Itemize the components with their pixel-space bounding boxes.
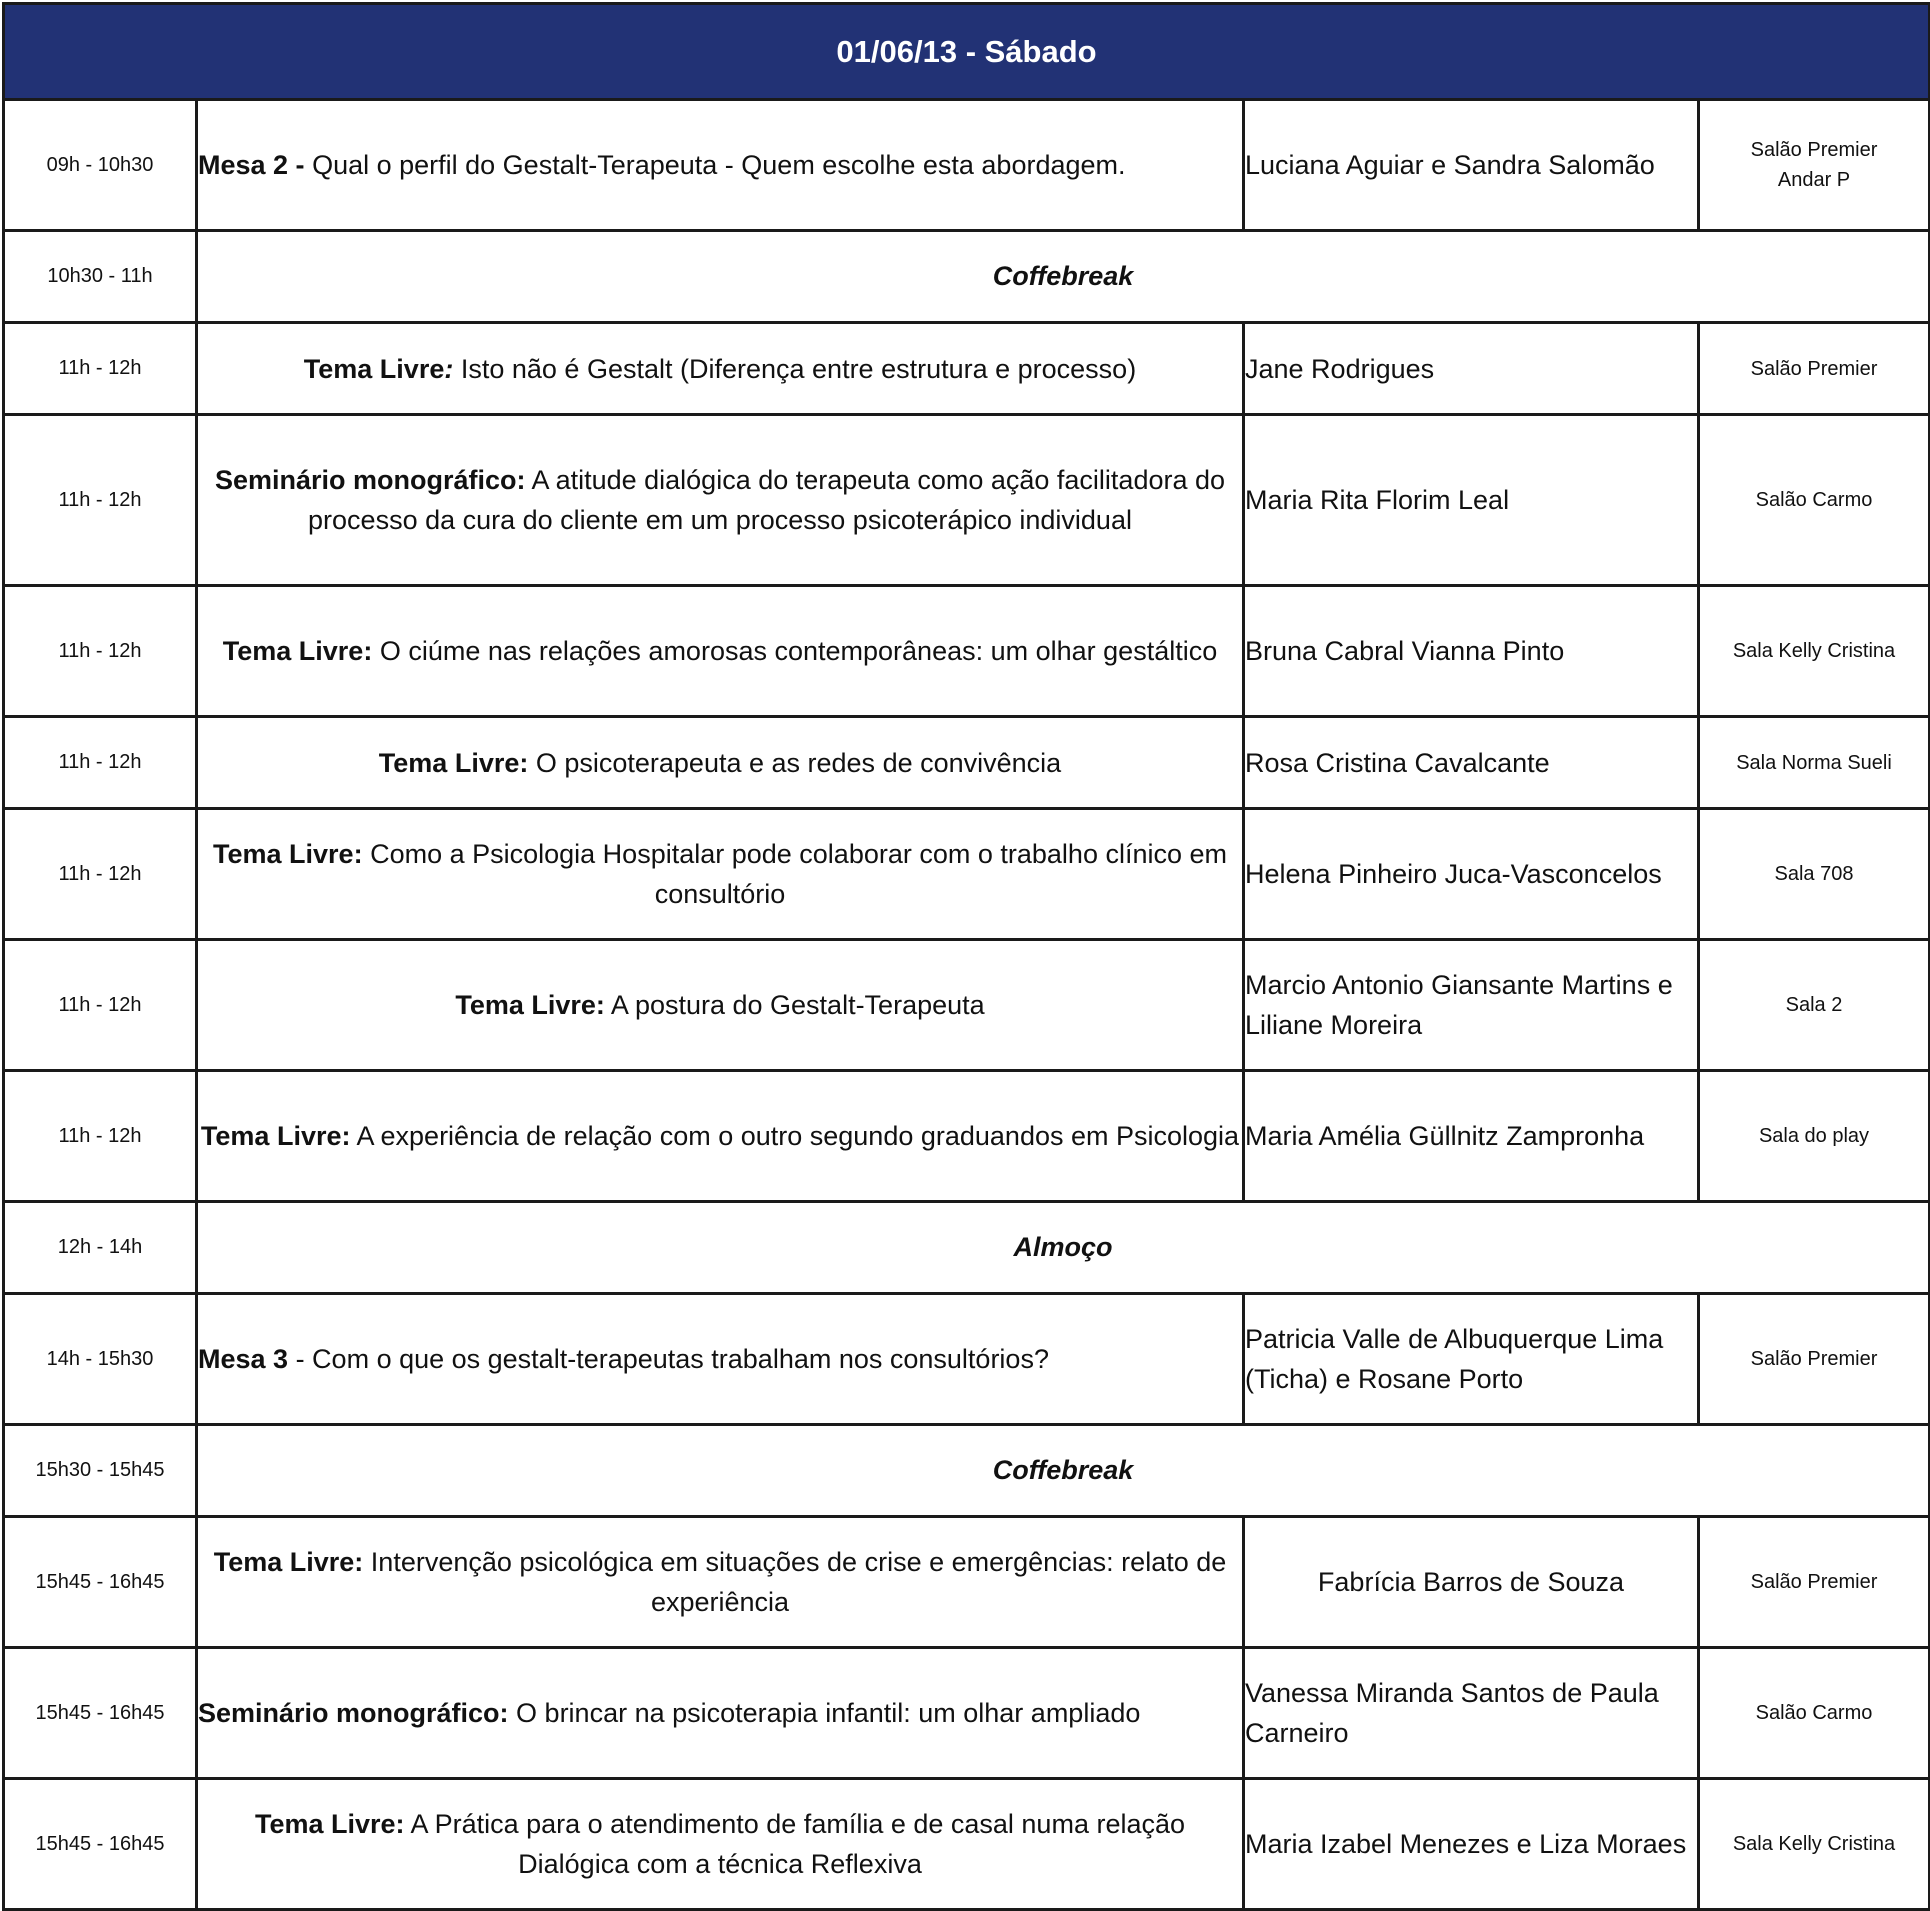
day-title: 01/06/13 - Sábado — [4, 4, 1930, 100]
room: Sala Kelly Cristina — [1699, 1779, 1930, 1910]
session-type: Mesa 3 — [198, 1344, 289, 1374]
table-row — [4, 717, 1930, 809]
session-title: O ciúme nas relações amorosas contemporâneas: um olhar gestáltico — [372, 636, 1218, 666]
time-slot: 15h45 - 16h45 — [4, 1517, 197, 1648]
session-topic — [197, 717, 1244, 809]
session-type: Tema Livre: — [378, 747, 529, 778]
session-title: Como a Psicologia Hospitalar pode colaborar com o trabalho clínico em consultório — [362, 839, 1227, 909]
time-slot: 10h30 - 11h — [4, 231, 197, 323]
speaker: Bruna Cabral Vianna Pinto — [1244, 586, 1699, 717]
speaker: Fabrícia Barros de Souza — [1244, 1517, 1699, 1648]
table-row — [4, 415, 1930, 586]
room: Sala do play — [1699, 1071, 1930, 1202]
time-slot: 15h45 - 16h45 — [4, 1648, 197, 1779]
session-type: Tema Livre — [303, 353, 445, 384]
room-name: Salão Premier — [1750, 139, 1878, 161]
time-slot: 11h - 12h — [4, 586, 197, 717]
session-topic — [197, 1294, 1244, 1425]
room: Salão Carmo — [1699, 1648, 1930, 1779]
break-row — [4, 231, 1930, 323]
room-floor: Andar P — [1777, 169, 1851, 191]
speaker: Helena Pinheiro Juca-Vasconcelos — [1244, 809, 1699, 940]
session-type: Seminário monográfico: — [214, 465, 526, 495]
break-label: Coffebreak — [197, 1425, 1930, 1517]
table-row — [4, 940, 1930, 1071]
break-row — [4, 1202, 1930, 1294]
speaker: Maria Rita Florim Leal — [1244, 415, 1699, 586]
time-slot: 09h - 10h30 — [4, 100, 197, 231]
speaker: Patricia Valle de Albuquerque Lima (Ticha) e Rosane Porto — [1244, 1294, 1699, 1425]
room: Salão Premier — [1699, 1294, 1930, 1425]
table-row — [4, 586, 1930, 717]
session-title: Intervenção psicológica em situações de crise e emergências: relato de experiência — [363, 1547, 1227, 1617]
time-slot: 14h - 15h30 — [4, 1294, 197, 1425]
session-type: Tema Livre: — [213, 1547, 364, 1577]
time-slot: 12h - 14h — [4, 1202, 197, 1294]
room: Sala 708 — [1699, 809, 1930, 940]
speaker: Marcio Antonio Giansante Martins e Liliane Moreira — [1244, 940, 1699, 1071]
session-topic — [197, 1648, 1244, 1779]
table-row — [4, 809, 1930, 940]
room: Salão Premier — [1699, 1517, 1930, 1648]
room: Salão Premier — [1699, 323, 1930, 415]
header-row — [4, 4, 1930, 100]
session-title: - Com o que os gestalt-terapeutas trabalham nos consultórios? — [288, 1344, 1049, 1374]
room — [1699, 100, 1930, 231]
session-topic — [197, 1517, 1244, 1648]
session-title: O brincar na psicoterapia infantil: um olhar ampliado — [508, 1698, 1141, 1728]
break-label: Almoço — [197, 1202, 1930, 1294]
time-slot: 11h - 12h — [4, 323, 197, 415]
speaker: Jane Rodrigues — [1244, 323, 1699, 415]
break-label: Coffebreak — [197, 231, 1930, 323]
session-title: A experiência de relação com o outro segundo graduandos em Psicologia — [350, 1121, 1240, 1151]
speaker: Maria Amélia Güllnitz Zampronha — [1244, 1071, 1699, 1202]
session-title: Isto não é Gestalt (Diferença entre estrutura e processo) — [453, 353, 1137, 384]
table-row — [4, 1294, 1930, 1425]
session-topic — [197, 1071, 1244, 1202]
room: Sala Kelly Cristina — [1699, 586, 1930, 717]
time-slot: 11h - 12h — [4, 415, 197, 586]
table-row — [4, 1071, 1930, 1202]
schedule-table — [2, 2, 1930, 1911]
session-topic — [197, 586, 1244, 717]
session-type: Tema Livre: — [200, 1121, 351, 1151]
time-slot: 15h30 - 15h45 — [4, 1425, 197, 1517]
session-type: Tema Livre: — [455, 990, 605, 1020]
session-title: Qual o perfil do Gestalt-Terapeuta - Quem escolhe esta abordagem. — [304, 150, 1126, 180]
speaker: Vanessa Miranda Santos de Paula Carneiro — [1244, 1648, 1699, 1779]
session-title: A postura do Gestalt-Terapeuta — [604, 990, 985, 1020]
table-row — [4, 100, 1930, 231]
session-topic — [197, 415, 1244, 586]
time-slot: 15h45 - 16h45 — [4, 1779, 197, 1910]
time-slot: 11h - 12h — [4, 809, 197, 940]
session-title: A atitude dialógica do terapeuta como ação facilitadora do processo da cura do cliente em um processo psicoterápico individual — [308, 465, 1226, 535]
session-topic — [197, 809, 1244, 940]
room: Salão Carmo — [1699, 415, 1930, 586]
break-row — [4, 1425, 1930, 1517]
room: Sala Norma Sueli — [1699, 717, 1930, 809]
table-row — [4, 323, 1930, 415]
session-topic — [197, 940, 1244, 1071]
session-type: Mesa 2 - — [198, 150, 305, 180]
session-type: Seminário monográfico: — [198, 1698, 509, 1728]
speaker: Rosa Cristina Cavalcante — [1244, 717, 1699, 809]
table-row — [4, 1779, 1930, 1910]
session-type-colon: : — [444, 353, 454, 384]
time-slot: 11h - 12h — [4, 717, 197, 809]
room: Sala 2 — [1699, 940, 1930, 1071]
table-row — [4, 1648, 1930, 1779]
session-type: Tema Livre: — [254, 1809, 405, 1839]
speaker: Luciana Aguiar e Sandra Salomão — [1244, 100, 1699, 231]
session-title: O psicoterapeuta e as redes de convivência — [528, 747, 1062, 778]
time-slot: 11h - 12h — [4, 940, 197, 1071]
session-type: Tema Livre: — [213, 839, 363, 869]
session-type: Tema Livre: — [222, 636, 373, 666]
table-row — [4, 1517, 1930, 1648]
time-slot: 11h - 12h — [4, 1071, 197, 1202]
session-title: A Prática para o atendimento de família e de casal numa relação Dialógica com a técnica Reflexiva — [404, 1809, 1186, 1879]
session-topic — [197, 1779, 1244, 1910]
session-topic — [197, 100, 1244, 231]
session-topic — [197, 323, 1244, 415]
speaker: Maria Izabel Menezes e Liza Moraes — [1244, 1779, 1699, 1910]
